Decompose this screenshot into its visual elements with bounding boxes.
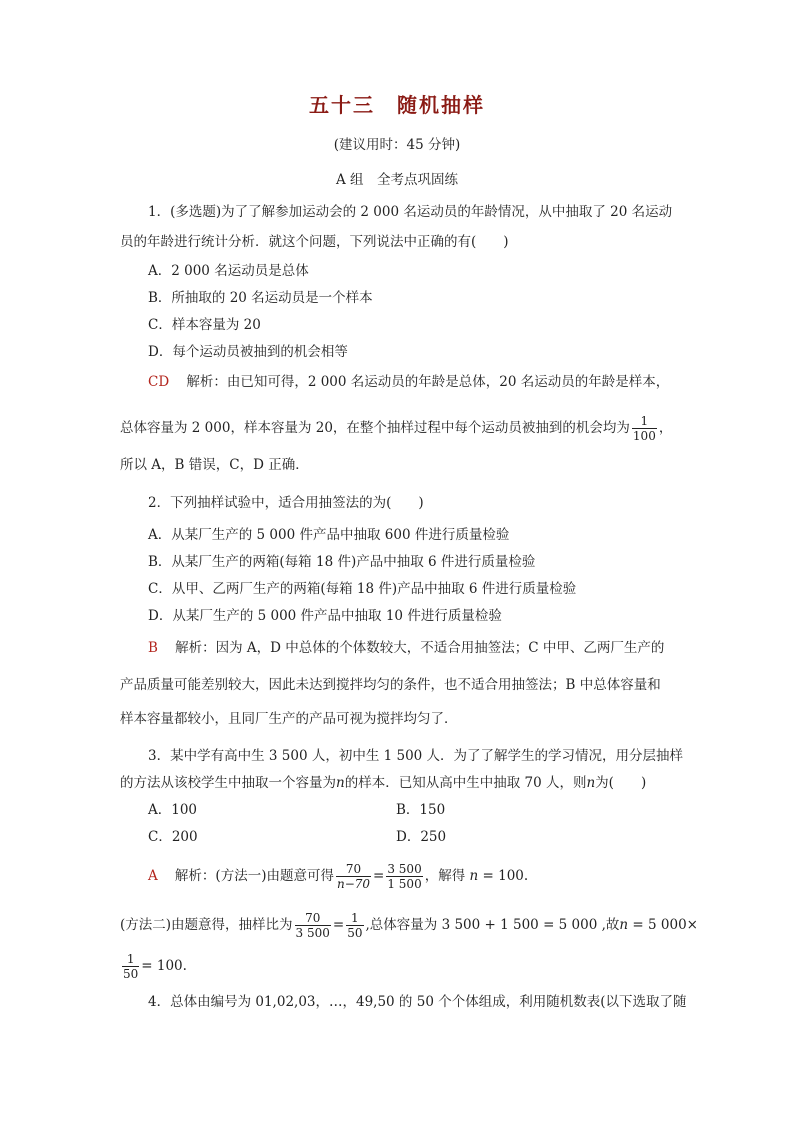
q1-solution-text1: 解析：由已知可得，2 000 名运动员的年龄是总体，20 名运动员的年龄是样本， bbox=[186, 374, 670, 390]
q3-fraction-3-den: 3 500 bbox=[295, 926, 330, 940]
q3-fraction-1-num: 70 bbox=[336, 862, 371, 877]
q1-solution-line1 bbox=[148, 373, 669, 391]
q3-stem-text-a: 的方法从该校学生中抽取一个容量为 bbox=[120, 775, 336, 791]
q3-answer: A bbox=[148, 868, 158, 884]
q3-fraction-3 bbox=[295, 911, 331, 940]
q3-solution-text1: 解析：(方法一)由题意可得 bbox=[174, 868, 334, 884]
q3-fraction-4-num: 1 bbox=[346, 911, 363, 926]
q2-option-a: A．从某厂生产的 5 000 件产品中抽取 600 件进行质量检验 bbox=[148, 527, 510, 543]
q3-fraction-5-num: 1 bbox=[122, 952, 139, 967]
q1-option-a: A．2 000 名运动员是总体 bbox=[148, 263, 309, 279]
q2-solution-line2: 产品质量可能差别较大，因此未达到搅拌均匀的条件，也不适合用抽签法；B 中总体容量和 bbox=[120, 677, 661, 693]
q2-solution-line3: 样本容量都较小，且同厂生产的产品可视为搅拌均匀了． bbox=[120, 711, 458, 727]
q3-equals-1: = bbox=[373, 868, 385, 884]
q1-stem-line2: 员的年龄进行统计分析．就这个问题，下列说法中正确的有( ) bbox=[120, 234, 509, 250]
q3-solution-text4: ,总体容量为 3 500 + 1 500 = 5 000 ,故 bbox=[365, 917, 620, 933]
q3-solution-result1: = 100. bbox=[482, 868, 529, 884]
q1-stem-line1: 1．(多选题)为了了解参加运动会的 2 000 名运动员的年龄情况，从中抽取了 20 名运动 bbox=[148, 204, 673, 220]
q3-stem-line2 bbox=[120, 774, 646, 792]
q1-option-c: C．样本容量为 20 bbox=[148, 317, 261, 333]
q3-option-a: A．100 bbox=[148, 802, 198, 818]
q1-solution-comma: ， bbox=[658, 420, 673, 436]
q2-solution-line1 bbox=[148, 639, 664, 657]
q3-fraction-5-den: 50 bbox=[123, 967, 139, 981]
q2-option-b: B．从某厂生产的两箱(每箱 18 件)产品中抽取 6 件进行质量检验 bbox=[148, 554, 536, 570]
q3-solution-text3: (方法二)由题意得，抽样比为 bbox=[120, 917, 293, 933]
q3-fraction-5 bbox=[122, 952, 139, 981]
q3-option-b: B．150 bbox=[396, 802, 446, 818]
q2-option-c: C．从甲、乙两厂生产的两箱(每箱 18 件)产品中抽取 6 件进行质量检验 bbox=[148, 581, 577, 597]
q3-stem-text-b: 的样本．已知从高中生中抽取 70 人，则 bbox=[344, 775, 587, 791]
q3-var-n: n bbox=[336, 775, 345, 791]
q3-solution-line2 bbox=[120, 911, 698, 940]
q3-var-n-4: n bbox=[619, 917, 629, 933]
q3-solution-text2: ，解得 bbox=[424, 868, 466, 884]
q3-stem-text-c: 为( ) bbox=[595, 775, 647, 791]
q1-fraction bbox=[632, 414, 657, 443]
q3-var-n-2: n bbox=[586, 775, 596, 791]
q3-fraction-2 bbox=[386, 862, 422, 891]
q3-equals-2: = bbox=[332, 917, 345, 933]
q1-option-d: D．每个运动员被抽到的机会相等 bbox=[148, 344, 348, 360]
q3-solution-text5: = 5 000× bbox=[632, 917, 698, 933]
q3-solution-result2: = 100. bbox=[141, 958, 187, 974]
q3-option-c: C．200 bbox=[148, 829, 198, 845]
q3-fraction-2-num: 3 500 bbox=[387, 862, 422, 876]
page-title: 五十三 随机抽样 bbox=[309, 93, 485, 117]
q2-option-d: D．从某厂生产的 5 000 件产品中抽取 10 件进行质量检验 bbox=[148, 608, 502, 624]
q3-option-d: D．250 bbox=[396, 829, 447, 845]
q1-option-b: B．所抽取的 20 名运动员是一个样本 bbox=[148, 290, 373, 306]
q3-fraction-4 bbox=[346, 911, 363, 940]
group-heading: A 组 全考点巩固练 bbox=[335, 172, 459, 188]
q3-fraction-3-num: 70 bbox=[295, 911, 331, 926]
q3-stem-line1: 3．某中学有高中生 3 500 人，初中生 1 500 人．为了了解学生的学习情况，用分层抽样 bbox=[148, 748, 684, 764]
q3-var-n-3: n bbox=[469, 868, 479, 884]
q4-stem-line1: 4．总体由编号为 01,02,03，…，49,50 的 50 个个体组成，利用随机数表(以下选取了随 bbox=[148, 994, 687, 1010]
q1-solution-line3: 所以 A，B 错误，C，D 正确． bbox=[120, 457, 309, 473]
q3-fraction-1 bbox=[336, 862, 371, 891]
q1-answer: CD bbox=[148, 374, 170, 390]
q3-fraction-1-den: n−70 bbox=[336, 877, 371, 891]
q3-fraction-4-den: 50 bbox=[347, 926, 363, 940]
suggested-time: (建议用时：45 分钟) bbox=[333, 137, 461, 153]
q3-fraction-2-den: 1 500 bbox=[387, 877, 422, 891]
q1-solution-text2: 总体容量为 2 000，样本容量为 20，在整个抽样过程中每个运动员被抽到的机会均为 bbox=[120, 420, 630, 436]
q1-fraction-numerator: 1 bbox=[632, 414, 657, 429]
q2-answer: B bbox=[148, 640, 158, 656]
q2-stem: 2．下列抽样试验中，适合用抽签法的为( ) bbox=[148, 495, 424, 511]
q2-solution-text1: 解析：因为 A，D 中总体的个体数较大，不适合用抽签法；C 中甲、乙两厂生产的 bbox=[175, 640, 665, 656]
q1-fraction-denominator: 100 bbox=[632, 429, 656, 443]
q3-solution-line1 bbox=[148, 862, 528, 891]
q1-solution-line2 bbox=[120, 414, 672, 443]
q3-solution-line3 bbox=[120, 952, 187, 981]
